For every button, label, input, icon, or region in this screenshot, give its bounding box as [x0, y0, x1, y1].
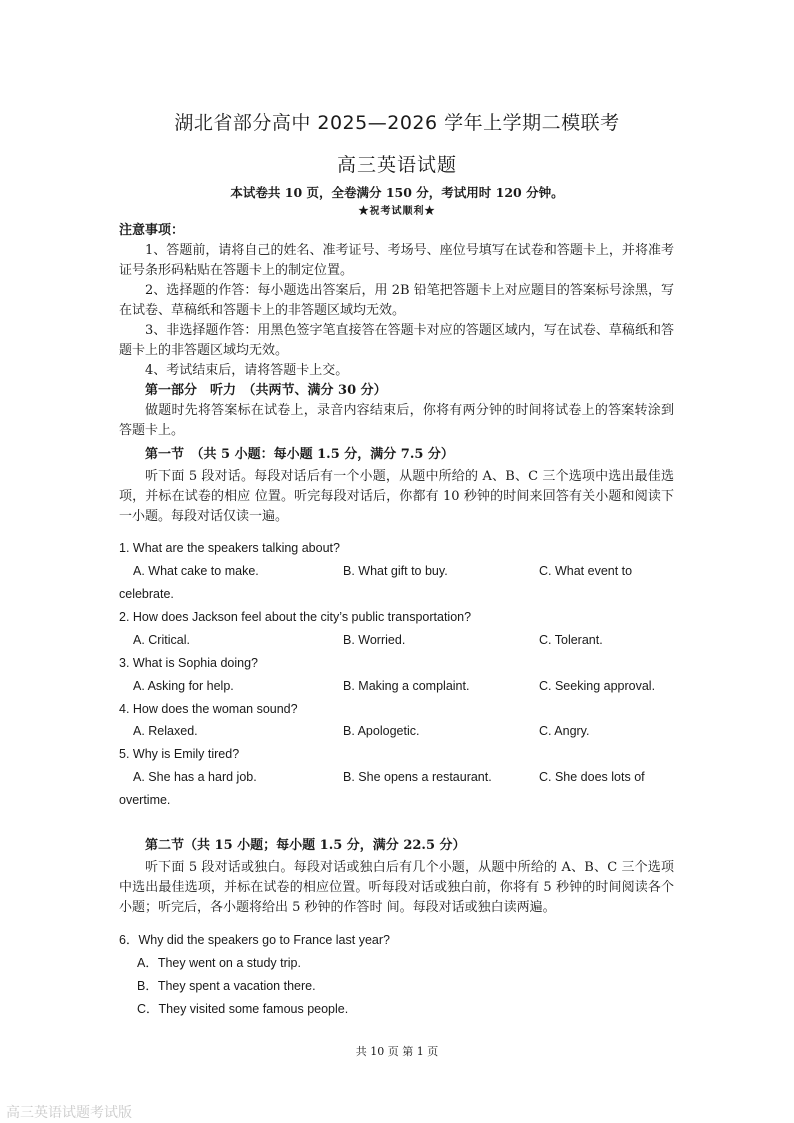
- notice-item-2: 2、选择题的作答：每小题选出答案后，用 2B 铅笔把答题卡上对应题目的答案标号涂黑，写在试卷、草稿纸和答题卡上的非答题区域均无效。: [119, 283, 674, 318]
- question-1: 1. What are the speakers talking about?: [119, 541, 340, 555]
- part1-intro: 做题时先将答案标在试卷上，录音内容结束后，你将有两分钟的时间将试卷上的答案转涂到答题卡上。: [119, 403, 674, 438]
- section1-intro: 听下面 5 段对话。每段对话后有一个小题，从题中所给的 A、B、C 三个选项中选出最佳选项，并标在试卷的相应 位置。听完每段对话后，你都有 10 秒钟的时间来回答有关小题和阅读下一小题。每段对话仅读一遍。: [119, 469, 674, 524]
- exam-title: 湖北省部分高中 2025—2026 学年上学期二模联考: [174, 112, 620, 134]
- q3-option-b: B. Making a complaint.: [343, 679, 470, 693]
- q5-option-c: C. She does lots of: [539, 770, 645, 784]
- exam-subtitle: 高三英语试题: [336, 154, 457, 176]
- q2-option-c: C. Tolerant.: [539, 633, 603, 647]
- q5-option-c-cont: overtime.: [119, 793, 171, 807]
- section2-intro: 听下面 5 段对话或独白。每段对话或独白后有几个小题，从题中所给的 A、B、C 三个选项中选出最佳选项，并标在试卷的相应位置。听每段对话或独白前，你将有 5 秒钟的时间阅读各个小题；听完后，各小题将给出 5 秒钟的作答时 间。每段对话或独白读两遍。: [119, 860, 674, 915]
- q3-option-a: A. Asking for help.: [133, 679, 234, 693]
- question-2: 2. How does Jackson feel about the city’s public transportation?: [119, 610, 472, 624]
- notice-item-3: 3、非选择题作答：用黑色签字笔直接答在答题卡对应的答题区域内，写在试卷、草稿纸和答题卡上的非答题区域均无效。: [119, 323, 674, 358]
- notice-heading: 注意事项：: [119, 223, 185, 238]
- q1-option-b: B. What gift to buy.: [343, 564, 448, 578]
- q1-option-c-cont: celebrate.: [119, 587, 174, 601]
- page-footer: 共 10 页 第 1 页: [355, 1045, 439, 1058]
- q4-option-b: B. Apologetic.: [343, 724, 420, 738]
- q6-option-c: C．They visited some famous people.: [137, 1002, 349, 1016]
- exam-info: 本试卷共 10 页，全卷满分 150 分，考试用时 120 分钟。: [230, 185, 564, 200]
- notice-section: [119, 221, 674, 527]
- q4-option-a: A. Relaxed.: [133, 724, 198, 738]
- question-6: 6．Why did the speakers go to France last year?: [119, 933, 390, 947]
- q1-option-a: A. What cake to make.: [133, 564, 259, 578]
- q6-option-a: A．They went on a study trip.: [137, 956, 301, 970]
- watermark: 高三英语试题考试版: [6, 1105, 132, 1121]
- q5-option-a: A. She has a hard job.: [133, 770, 257, 784]
- q6-option-b: B．They spent a vacation there.: [137, 979, 316, 993]
- q2-option-a: A. Critical.: [133, 633, 190, 647]
- question-5: 5. Why is Emily tired?: [119, 747, 240, 761]
- q2-option-b: B. Worried.: [343, 633, 406, 647]
- q3-option-c: C. Seeking approval.: [539, 679, 656, 693]
- question-4: 4. How does the woman sound?: [119, 702, 298, 716]
- question-3: 3. What is Sophia doing?: [119, 656, 258, 670]
- section2: [119, 836, 674, 918]
- q5-option-b: B. She opens a restaurant.: [343, 770, 492, 784]
- part1-heading: 第一部分 听力 （共两节、满分 30 分）: [145, 383, 387, 398]
- notice-item-1: 1、答题前，请将自己的姓名、准考证号、考场号、座位号填写在试卷和答题卡上，并将准考证号条形码粘贴在答题卡上的制定位置。: [119, 243, 674, 278]
- q1-option-c: C. What event to: [539, 564, 633, 578]
- section2-heading: 第二节（共 15 小题；每小题 1.5 分，满分 22.5 分）: [145, 838, 466, 853]
- q4-option-c: C. Angry.: [539, 724, 590, 738]
- section1-heading: 第一节 （共 5 小题：每小题 1.5 分，满分 7.5 分）: [145, 447, 454, 462]
- exam-wish: ★祝考试顺利★: [358, 206, 436, 217]
- notice-item-4: 4、考试结束后，请将答题卡上交。: [145, 363, 349, 378]
